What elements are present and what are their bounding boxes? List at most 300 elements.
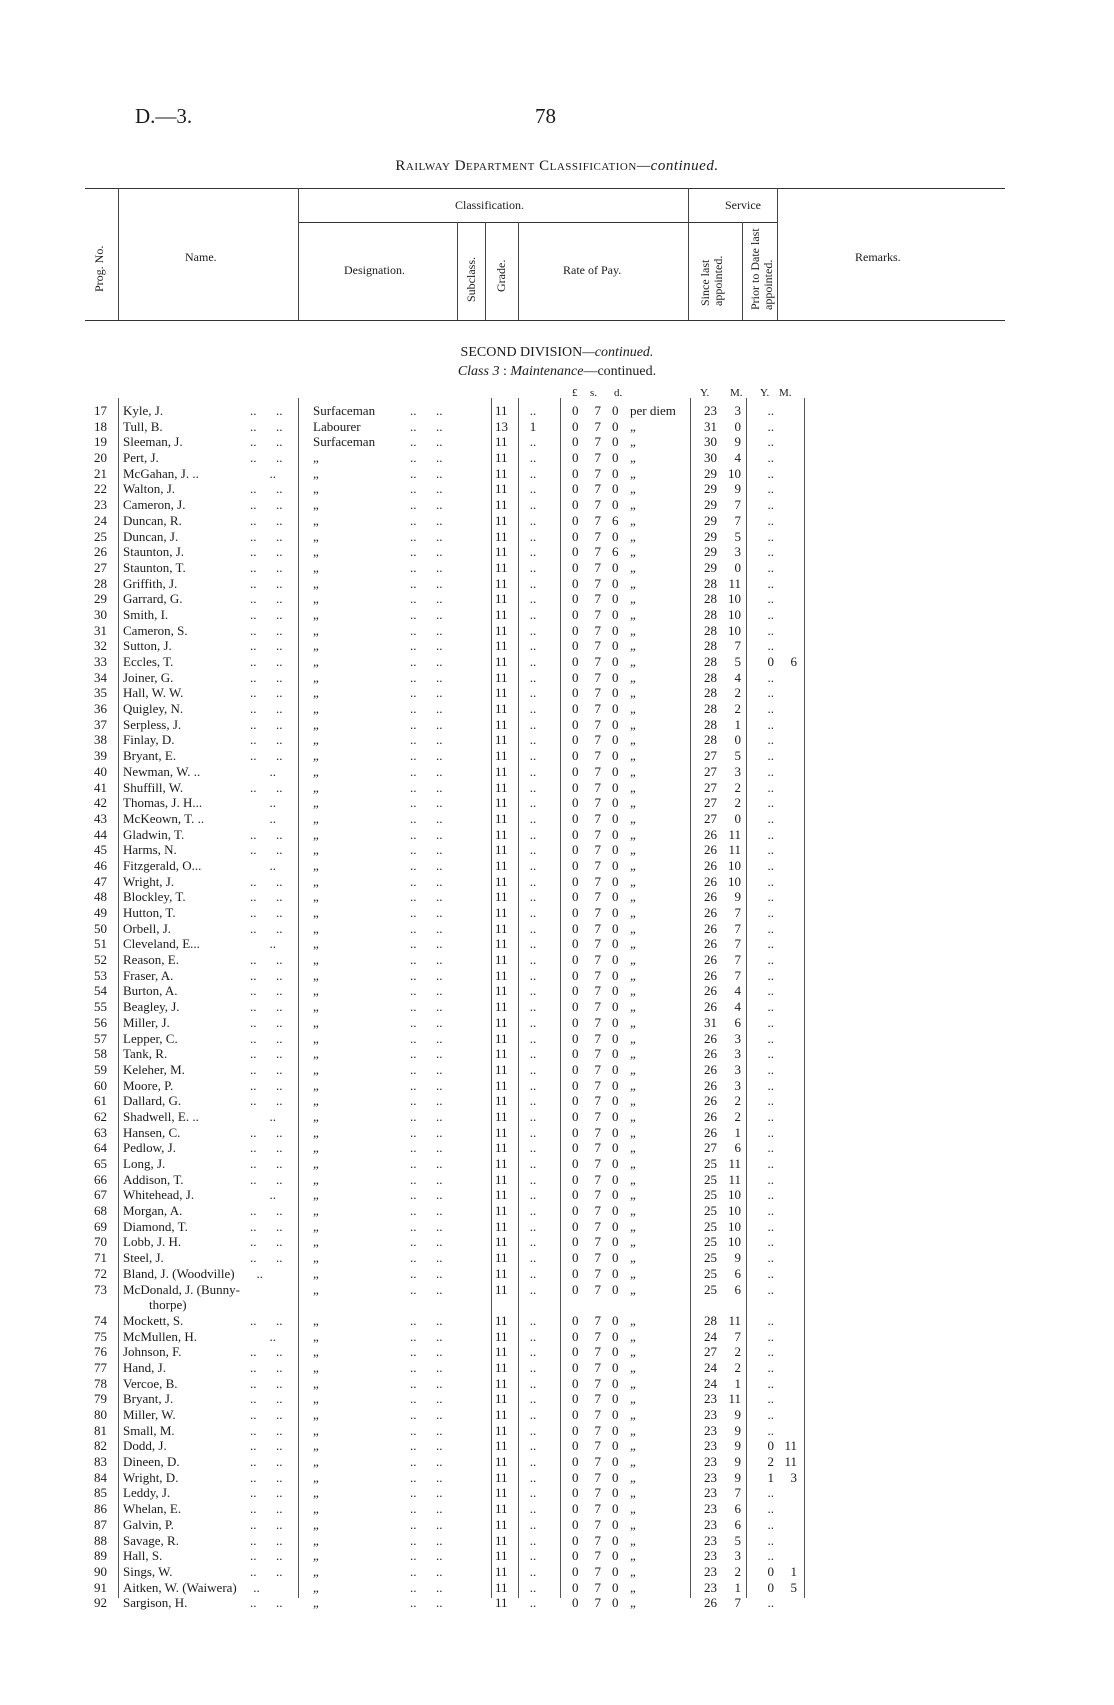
grade: .. bbox=[529, 1548, 537, 1564]
subclass: 11 bbox=[495, 1532, 508, 1548]
name-leader-dots: .. .. bbox=[250, 920, 283, 936]
name-leader-dots: .. .. bbox=[250, 1093, 283, 1109]
service-years: 26 bbox=[704, 1108, 717, 1124]
service-months: 10 bbox=[728, 1187, 741, 1203]
service-months: 10 bbox=[728, 591, 741, 607]
pay-pence: 0 bbox=[612, 905, 619, 920]
service-years: 28 bbox=[704, 1312, 717, 1328]
service-months: 9 bbox=[734, 481, 741, 497]
name-leader-dots: .. .. bbox=[250, 967, 283, 983]
staff-name bbox=[123, 905, 176, 921]
grade: .. bbox=[529, 1359, 537, 1375]
prior-years: .. bbox=[767, 857, 774, 873]
service-years: 26 bbox=[704, 1093, 717, 1109]
staff-name-text: Addison, T. bbox=[123, 1171, 184, 1187]
designation: „ bbox=[313, 1077, 319, 1093]
prog-number: 62 bbox=[94, 1108, 107, 1124]
designation-leader-dots: .. .. bbox=[410, 967, 443, 983]
table-row bbox=[85, 529, 845, 545]
name-leader-dots: .. .. bbox=[250, 1203, 283, 1219]
name-leader-dots: .. .. bbox=[250, 1595, 283, 1611]
prior-months: 6 bbox=[790, 654, 797, 669]
pay-pounds: 0 bbox=[572, 1407, 579, 1423]
service-months: 11 bbox=[728, 1156, 741, 1171]
service-months: 2 bbox=[734, 685, 741, 701]
pay-period: „ bbox=[630, 1516, 636, 1532]
prior-years: 0 bbox=[767, 1579, 774, 1595]
service-years: 28 bbox=[704, 685, 717, 701]
staff-name bbox=[123, 1266, 235, 1282]
pay-shillings: 7 bbox=[594, 403, 601, 418]
designation-leader-dots: .. .. bbox=[410, 481, 443, 497]
subclass: 11 bbox=[495, 1281, 508, 1297]
table-row bbox=[85, 1438, 845, 1454]
table-row bbox=[85, 858, 845, 874]
staff-name-text: Mockett, S. bbox=[123, 1312, 184, 1328]
grade: .. bbox=[529, 591, 537, 607]
pay-pence: 0 bbox=[612, 842, 619, 858]
prior-years: .. bbox=[767, 1187, 774, 1203]
prior-months: 11 bbox=[784, 1438, 797, 1454]
grade: .. bbox=[529, 952, 537, 968]
prior-years: .. bbox=[767, 1359, 774, 1375]
service-months: 11 bbox=[728, 1391, 741, 1407]
pay-pence: 0 bbox=[612, 606, 619, 622]
running-title-text: Railway Department Classification bbox=[395, 158, 637, 174]
prior-years: .. bbox=[767, 638, 774, 654]
staff-name-text: McMullen, H. bbox=[123, 1328, 198, 1344]
prog-number: 70 bbox=[94, 1234, 107, 1250]
designation-leader-dots: .. .. bbox=[410, 1077, 443, 1093]
prog-number: 57 bbox=[94, 1030, 107, 1046]
staff-name bbox=[123, 1078, 173, 1094]
name-leader-dots: .. .. bbox=[250, 638, 283, 654]
table-row bbox=[85, 1156, 845, 1172]
prog-number: 37 bbox=[94, 716, 107, 732]
prog-number: 65 bbox=[94, 1156, 107, 1171]
pay-pounds: 0 bbox=[572, 999, 579, 1015]
staff-name-text: Cameron, S. bbox=[123, 622, 188, 638]
prior-years: .. bbox=[767, 1250, 774, 1266]
service-years: 28 bbox=[704, 669, 717, 685]
prog-number: 27 bbox=[94, 559, 107, 575]
pay-period: „ bbox=[630, 1093, 636, 1109]
pay-period: „ bbox=[630, 1328, 636, 1344]
designation: „ bbox=[313, 1438, 319, 1454]
prior-months: 11 bbox=[784, 1454, 797, 1470]
prior-years: .. bbox=[767, 1014, 774, 1030]
designation: „ bbox=[313, 1469, 319, 1485]
prior-years: .. bbox=[767, 748, 774, 764]
designation: „ bbox=[313, 1030, 319, 1046]
prog-number: 78 bbox=[94, 1375, 107, 1391]
grade: .. bbox=[529, 606, 537, 622]
table-row bbox=[85, 1391, 845, 1407]
service-months: 9 bbox=[734, 1469, 741, 1485]
pay-period: „ bbox=[630, 1250, 636, 1266]
pay-pence: 0 bbox=[612, 1077, 619, 1093]
name-leader-dots: .. .. bbox=[250, 497, 283, 513]
prog-number: 41 bbox=[94, 779, 107, 795]
designation: „ bbox=[313, 1516, 319, 1532]
designation-leader-dots: .. .. bbox=[410, 465, 443, 481]
unit-years: Y. bbox=[700, 387, 710, 399]
service-years: 26 bbox=[704, 905, 717, 920]
prog-number: 24 bbox=[94, 512, 107, 528]
designation: „ bbox=[313, 999, 319, 1015]
service-years: 29 bbox=[704, 528, 717, 544]
service-years: 26 bbox=[704, 1030, 717, 1046]
service-months: 3 bbox=[734, 763, 741, 779]
pay-shillings: 7 bbox=[594, 622, 601, 638]
prior-years: .. bbox=[767, 465, 774, 481]
designation: „ bbox=[313, 591, 319, 607]
prog-number: 75 bbox=[94, 1328, 107, 1344]
name-leader-dots: .. .. bbox=[250, 1501, 283, 1517]
pay-period: „ bbox=[630, 1359, 636, 1375]
pay-shillings: 7 bbox=[594, 1359, 601, 1375]
name-leader-dots: .. .. bbox=[250, 1046, 283, 1062]
designation: „ bbox=[313, 638, 319, 654]
pay-pence: 6 bbox=[612, 544, 619, 560]
pay-pence: 0 bbox=[612, 967, 619, 983]
grade: .. bbox=[529, 1014, 537, 1030]
designation: „ bbox=[313, 1265, 319, 1281]
pay-shillings: 7 bbox=[594, 1281, 601, 1297]
rate-of-pay-header: Rate of Pay. bbox=[563, 263, 622, 277]
table-row bbox=[85, 1062, 845, 1078]
name-leader-dots: .. .. bbox=[250, 1532, 283, 1548]
prog-number: 80 bbox=[94, 1407, 107, 1423]
service-years: 23 bbox=[704, 1454, 717, 1470]
service-years: 25 bbox=[704, 1187, 717, 1203]
staff-name-text: Whelan, E. bbox=[123, 1501, 182, 1517]
designation-leader-dots: .. .. bbox=[410, 748, 443, 764]
staff-name bbox=[123, 497, 185, 513]
pay-pence: 0 bbox=[612, 1140, 619, 1156]
subclass: 11 bbox=[495, 1407, 508, 1423]
name-leader-dots: .. .. bbox=[250, 1312, 283, 1328]
pay-shillings: 7 bbox=[594, 1265, 601, 1281]
pay-shillings: 7 bbox=[594, 857, 601, 873]
designation: „ bbox=[313, 559, 319, 575]
pay-pounds: 0 bbox=[572, 1234, 579, 1250]
subclass: 11 bbox=[495, 1579, 508, 1595]
pay-period: „ bbox=[630, 1218, 636, 1234]
pay-shillings: 7 bbox=[594, 701, 601, 717]
prior-years: .. bbox=[767, 889, 774, 905]
pay-pence: 0 bbox=[612, 1312, 619, 1328]
pay-shillings: 7 bbox=[594, 810, 601, 826]
designation-leader-dots: .. .. bbox=[410, 1563, 443, 1579]
pay-pounds: 0 bbox=[572, 1563, 579, 1579]
pay-period: „ bbox=[630, 669, 636, 685]
pay-pence: 0 bbox=[612, 638, 619, 654]
designation: „ bbox=[313, 622, 319, 638]
staff-name-text: Sleeman, J. bbox=[123, 434, 183, 450]
pay-pence: 0 bbox=[612, 669, 619, 685]
designation-leader-dots: .. .. bbox=[410, 1516, 443, 1532]
prog-number: 38 bbox=[94, 732, 107, 748]
service-header: Service bbox=[725, 198, 761, 212]
prior-years: .. bbox=[767, 528, 774, 544]
staff-name-text: Griffith, J. bbox=[123, 575, 178, 591]
grade: .. bbox=[529, 575, 537, 591]
service-years: 24 bbox=[704, 1328, 717, 1344]
staff-name-text: Dallard, G. bbox=[123, 1093, 182, 1109]
pay-period: „ bbox=[630, 1563, 636, 1579]
grade: .. bbox=[529, 669, 537, 685]
designation: „ bbox=[313, 685, 319, 701]
pay-shillings: 7 bbox=[594, 1030, 601, 1046]
pay-shillings: 7 bbox=[594, 1046, 601, 1062]
pay-pence: 0 bbox=[612, 1203, 619, 1219]
designation: „ bbox=[313, 873, 319, 889]
pay-pence: 0 bbox=[612, 1532, 619, 1548]
staff-name-text: Finlay, D. bbox=[123, 732, 175, 748]
prior-years: .. bbox=[767, 544, 774, 560]
table-row bbox=[85, 1517, 845, 1533]
pay-shillings: 7 bbox=[594, 450, 601, 466]
pay-pounds: 0 bbox=[572, 905, 579, 920]
service-years: 29 bbox=[704, 465, 717, 481]
subclass: 11 bbox=[495, 952, 508, 968]
subclass: 11 bbox=[495, 1203, 508, 1219]
pay-pounds: 0 bbox=[572, 920, 579, 936]
prior-years: 1 bbox=[767, 1469, 774, 1485]
page-header bbox=[0, 104, 1114, 134]
subclass: 11 bbox=[495, 1077, 508, 1093]
pay-pounds: 0 bbox=[572, 763, 579, 779]
designation: „ bbox=[313, 1328, 319, 1344]
pay-shillings: 7 bbox=[594, 763, 601, 779]
prog-number: 88 bbox=[94, 1532, 107, 1548]
pay-shillings: 7 bbox=[594, 591, 601, 607]
prog-number: 85 bbox=[94, 1485, 107, 1501]
service-years: 28 bbox=[704, 701, 717, 717]
grade: .. bbox=[529, 1516, 537, 1532]
designation-leader-dots: .. .. bbox=[410, 1093, 443, 1109]
designation: „ bbox=[313, 1532, 319, 1548]
designation-leader-dots: .. .. bbox=[410, 497, 443, 513]
prog-number: 86 bbox=[94, 1501, 107, 1517]
designation-leader-dots: .. .. bbox=[410, 575, 443, 591]
name-leader-dots: .. bbox=[250, 465, 276, 481]
service-months: 7 bbox=[734, 1328, 741, 1344]
name-leader-dots: .. .. bbox=[250, 512, 283, 528]
table-row bbox=[85, 952, 845, 968]
table-row bbox=[85, 1187, 845, 1203]
service-months: 3 bbox=[734, 1046, 741, 1062]
pay-period: „ bbox=[630, 842, 636, 858]
pay-pence: 0 bbox=[612, 1407, 619, 1423]
prog-number: 64 bbox=[94, 1140, 107, 1156]
pay-pence: 0 bbox=[612, 1469, 619, 1485]
subclass: 11 bbox=[495, 1328, 508, 1344]
pay-pounds: 0 bbox=[572, 1014, 579, 1030]
name-leader-dots: .. .. bbox=[250, 1140, 283, 1156]
grade: .. bbox=[529, 465, 537, 481]
staff-name bbox=[123, 607, 168, 623]
service-months: 10 bbox=[728, 1218, 741, 1234]
staff-name-text: Eccles, T. bbox=[123, 654, 174, 669]
grade: .. bbox=[529, 905, 537, 920]
staff-name-text: Whitehead, J. bbox=[123, 1187, 195, 1203]
subclass: 11 bbox=[495, 685, 508, 701]
service-years: 26 bbox=[704, 983, 717, 999]
name-leader-dots: .. bbox=[250, 1265, 263, 1281]
staff-name-text: Kyle, J. bbox=[123, 403, 164, 418]
pay-period: „ bbox=[630, 952, 636, 968]
name-leader-dots: .. .. bbox=[250, 873, 283, 889]
pay-pence: 0 bbox=[612, 1124, 619, 1140]
pay-pence: 0 bbox=[612, 1234, 619, 1250]
service-years: 28 bbox=[704, 716, 717, 732]
pay-pounds: 0 bbox=[572, 1485, 579, 1501]
staff-name-text: Sings, W. bbox=[123, 1563, 173, 1579]
subclass: 11 bbox=[495, 748, 508, 764]
pay-shillings: 7 bbox=[594, 1469, 601, 1485]
subclass: 11 bbox=[495, 403, 508, 418]
subclass: 11 bbox=[495, 465, 508, 481]
service-years: 23 bbox=[704, 1438, 717, 1454]
prog-number: 66 bbox=[94, 1171, 107, 1187]
header-divider bbox=[118, 188, 119, 320]
designation-leader-dots: .. .. bbox=[410, 779, 443, 795]
pay-pence: 0 bbox=[612, 1501, 619, 1517]
designation: „ bbox=[313, 1344, 319, 1360]
designation-leader-dots: .. .. bbox=[410, 1485, 443, 1501]
service-months: 3 bbox=[734, 1548, 741, 1564]
prior-years: .. bbox=[767, 1203, 774, 1219]
subclass: 11 bbox=[495, 1501, 508, 1517]
staff-name-text: Gladwin, T. bbox=[123, 826, 185, 842]
prog-number: 82 bbox=[94, 1438, 107, 1454]
grade: .. bbox=[529, 512, 537, 528]
prior-years: 0 bbox=[767, 1438, 774, 1454]
pay-pounds: 0 bbox=[572, 1391, 579, 1407]
pay-pence: 0 bbox=[612, 779, 619, 795]
service-months: 2 bbox=[734, 1563, 741, 1579]
designation-leader-dots: .. .. bbox=[410, 1061, 443, 1077]
staff-name bbox=[123, 654, 173, 670]
designation-header: Designation. bbox=[344, 263, 405, 277]
pay-pounds: 0 bbox=[572, 889, 579, 905]
table-row bbox=[85, 481, 845, 497]
designation: „ bbox=[313, 1108, 319, 1124]
table-row bbox=[85, 1580, 845, 1596]
designation-leader-dots: .. .. bbox=[410, 763, 443, 779]
service-months: 5 bbox=[734, 748, 741, 764]
designation: „ bbox=[313, 1140, 319, 1156]
staff-name bbox=[123, 513, 182, 529]
staff-name-text: Bryant, J. bbox=[123, 1391, 174, 1407]
service-years: 25 bbox=[704, 1171, 717, 1187]
unit-pence: d. bbox=[614, 387, 623, 399]
staff-name bbox=[123, 1140, 176, 1156]
pay-pence: 0 bbox=[612, 936, 619, 952]
designation-leader-dots: .. .. bbox=[410, 1454, 443, 1470]
prior-years: .. bbox=[767, 905, 774, 920]
service-months: 2 bbox=[734, 795, 741, 811]
service-months: 9 bbox=[734, 434, 741, 450]
staff-name bbox=[123, 1501, 181, 1517]
service-years: 27 bbox=[704, 1140, 717, 1156]
service-years: 25 bbox=[704, 1265, 717, 1281]
service-months: 4 bbox=[734, 450, 741, 466]
prior-years: .. bbox=[767, 873, 774, 889]
service-years: 27 bbox=[704, 763, 717, 779]
grade: 1 bbox=[529, 418, 537, 434]
grade: .. bbox=[529, 1438, 537, 1454]
service-months: 1 bbox=[734, 1375, 741, 1391]
pay-period: „ bbox=[630, 622, 636, 638]
unit-prior-months: M. bbox=[779, 387, 792, 399]
pay-pounds: 0 bbox=[572, 497, 579, 513]
pay-pounds: 0 bbox=[572, 1422, 579, 1438]
pay-pounds: 0 bbox=[572, 1328, 579, 1344]
pay-shillings: 7 bbox=[594, 669, 601, 685]
pay-pounds: 0 bbox=[572, 1579, 579, 1595]
staff-name-text: Steel, J. bbox=[123, 1250, 164, 1266]
prior-years: .. bbox=[767, 1532, 774, 1548]
grade: .. bbox=[529, 1077, 537, 1093]
prior-years: .. bbox=[767, 1218, 774, 1234]
table-row bbox=[85, 1595, 845, 1611]
table-row bbox=[85, 1203, 845, 1219]
service-months: 5 bbox=[734, 528, 741, 544]
service-years: 23 bbox=[704, 1501, 717, 1517]
pay-pence: 0 bbox=[612, 795, 619, 811]
subclass: 11 bbox=[495, 1234, 508, 1250]
grade: .. bbox=[529, 1093, 537, 1109]
service-months: 3 bbox=[734, 403, 741, 418]
staff-name bbox=[123, 1391, 173, 1407]
pay-period: „ bbox=[630, 1454, 636, 1470]
staff-name-text: Long, J. bbox=[123, 1156, 166, 1171]
grade: .. bbox=[529, 1391, 537, 1407]
staff-name-text: Beagley, J. bbox=[123, 999, 180, 1015]
pay-pounds: 0 bbox=[572, 936, 579, 952]
table-row bbox=[85, 685, 845, 701]
staff-name bbox=[123, 450, 159, 466]
prior-to-date-header: Prior to Date last appointed. bbox=[748, 228, 775, 310]
staff-name bbox=[123, 1580, 237, 1596]
subclass: 11 bbox=[495, 1046, 508, 1062]
designation-leader-dots: .. .. bbox=[410, 1108, 443, 1124]
name-leader-dots: .. .. bbox=[250, 1234, 283, 1250]
table-header bbox=[85, 188, 1005, 320]
pay-pence: 0 bbox=[612, 1563, 619, 1579]
pay-period: „ bbox=[630, 1438, 636, 1454]
staff-name-text: Shuffill, W. bbox=[123, 779, 184, 795]
staff-name-text: McKeown, T. .. bbox=[123, 810, 205, 826]
staff-name-text: Cleveland, E... bbox=[123, 936, 200, 952]
prog-number: 56 bbox=[94, 1014, 107, 1030]
pay-shillings: 7 bbox=[594, 465, 601, 481]
designation-leader-dots: .. .. bbox=[410, 1218, 443, 1234]
table-row bbox=[85, 1501, 845, 1517]
grade: .. bbox=[529, 1171, 537, 1187]
designation-leader-dots: .. .. bbox=[410, 1171, 443, 1187]
pay-pounds: 0 bbox=[572, 1359, 579, 1375]
service-years: 23 bbox=[704, 1422, 717, 1438]
prog-number: 53 bbox=[94, 967, 107, 983]
designation: „ bbox=[313, 575, 319, 591]
pay-pounds: 0 bbox=[572, 1061, 579, 1077]
table-row bbox=[85, 732, 845, 748]
pay-pounds: 0 bbox=[572, 1548, 579, 1564]
